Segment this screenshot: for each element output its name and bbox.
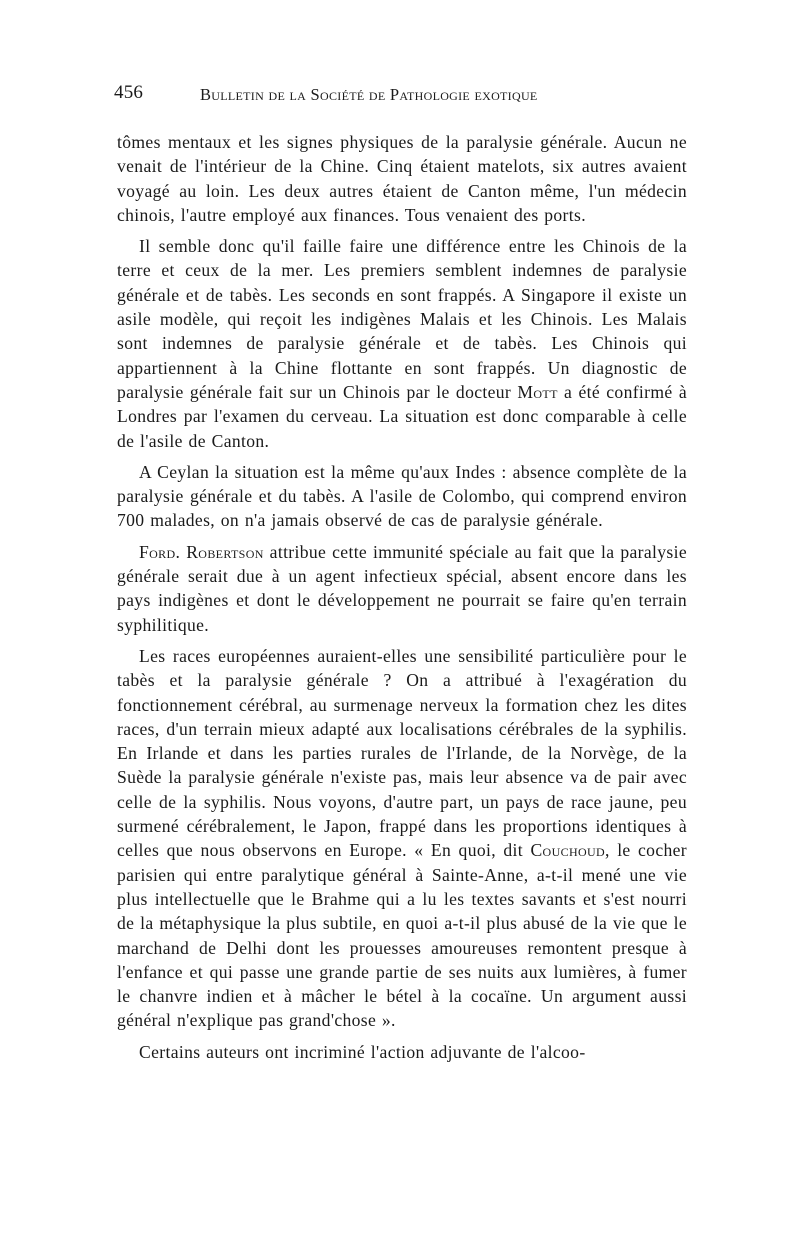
paragraph-2 — [117, 234, 687, 453]
paragraph-text: Les races européennes auraient-elles une sensibilité particulière pour le tabès et la paralysie générale ? On a attribué à l'exagération du fonctionnement cérébral, au surmenage nerveux la formation chez les dites races, d'un terrain mieux adapté aux localisations cérébrales de la syphilis. En Irlande et dans les parties rurales de l'Irlande, de la Norvège, de la Suède la paralysie générale n'existe pas, mais leur absence va de pair avec celle de la syphilis. Nous voyons, d'autre part, un pays de race jaune, peu surmené cérébralement, le Japon, frappé dans les proportions identiques à celles que nous observons en Europe. « En quoi, dit — [117, 645, 687, 861]
paragraph-6 — [117, 1040, 687, 1064]
author-name-mott: Mott — [517, 381, 558, 402]
running-header — [114, 82, 687, 108]
paragraph-text: Il semble donc qu'il faille faire une différence entre les Chinois de la terre et ceux de la mer. Les premiers semblent indemnes de paralysie générale et de tabès. Les seconds en sont frappés. A Singapore il existe un asile modèle, qui reçoit les indigènes Malais et les Chinois. Les Malais sont indemnes de paralysie générale et de tabès. Les Chinois qui appartiennent à la Chine flottante en sont frappés. Un diagnostic de paralysie générale fait sur un Chinois par le docteur — [117, 236, 687, 402]
paragraph-1 — [117, 130, 687, 227]
paragraph-text: attribue cette immunité spéciale au fait que la paralysie générale serait due à un agent infectieux spécial, absent encore dans les pays indigènes et dont le développement ne pourrait se faire qu'en terrain syphilitique. — [117, 541, 687, 635]
paragraph-text: tômes mentaux et les signes physiques de la paralysie générale. Aucun ne venait de l'intérieur de la Chine. Cinq étaient matelots, six autres avaient voyagé au loin. Les deux autres étaient de Canton même, l'un médecin chinois, l'autre employé aux finances. Tous venaient des ports. — [117, 132, 687, 225]
paragraph-text: , le cocher parisien qui entre paralytique général à Sainte-Anne, a-t-il mené une vie plus intellectuelle que le Brahme qui a lu les textes savants et s'est nourri de la métaphysique la plus subtile, en quoi a-t-il plus abusé de la vie que le marchand de Delhi dont les prouesses amoureuses remontent presque à l'enfance et qui passe une grande partie de ses nuits aux lumières, à fumer le chanvre indien et à mâcher le bétel à la cocaïne. Un argument aussi général n'explique pas grand'chose ». — [117, 840, 688, 1031]
paragraph-text: A Ceylan la situation est la même qu'aux Indes : absence complète de la paralysie générale et du tabès. A l'asile de Colombo, qui comprend environ 700 malades, on n'a jamais observé de cas de paralysie générale. — [117, 461, 687, 531]
paragraph-3 — [117, 460, 687, 533]
page-number: 456 — [114, 82, 144, 103]
paragraph-text: Certains auteurs ont incriminé l'action adjuvante de l'alcoo- — [139, 1041, 586, 1062]
running-title: Bulletin de la Société de Pathologie exotique — [200, 85, 538, 104]
author-name-ford: Ford — [139, 541, 176, 562]
paragraph-text: a été confirmé à Londres par l'examen du cerveau. La situation est donc comparable à celle de l'asile de Canton. — [117, 381, 687, 451]
page — [114, 82, 688, 1064]
author-name-couchoud: Couchoud — [530, 840, 606, 861]
paragraph-4 — [117, 540, 687, 637]
paragraph-5 — [117, 644, 687, 1033]
author-name-robertson: Robertson — [186, 541, 264, 562]
paragraph-text: . — [175, 541, 187, 562]
body-text — [117, 130, 687, 1064]
